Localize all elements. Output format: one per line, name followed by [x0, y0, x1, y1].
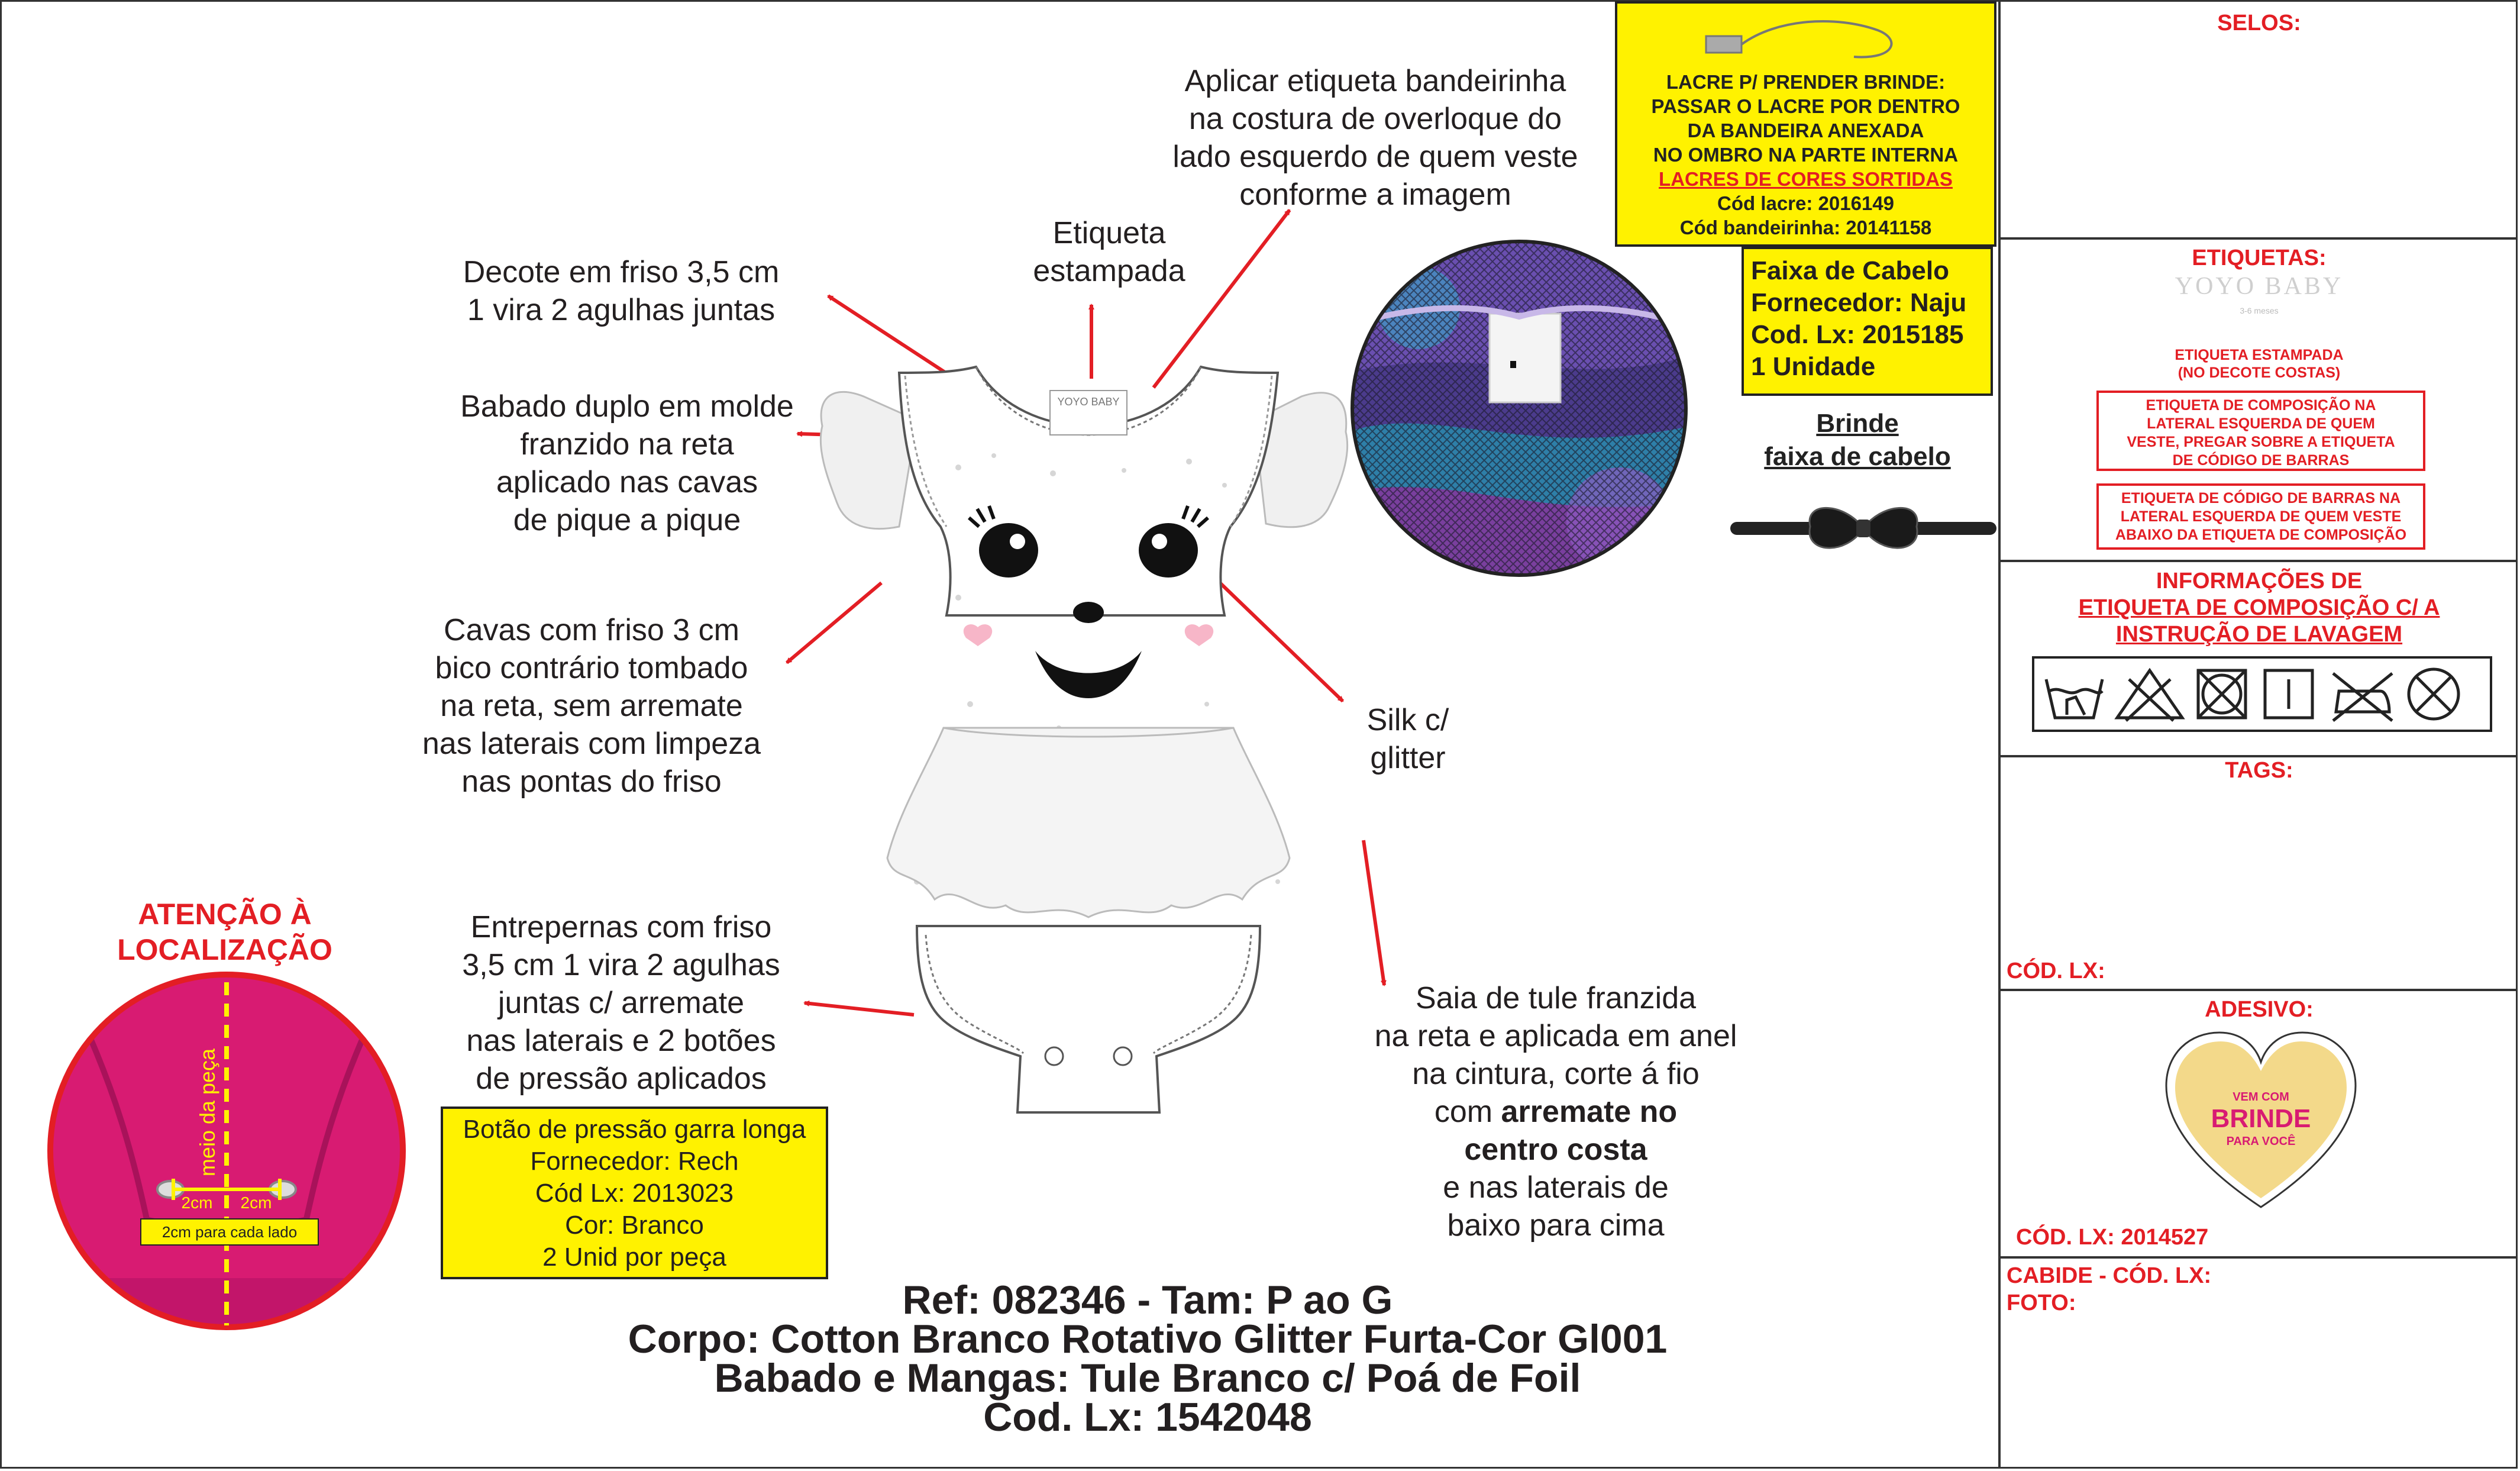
etiqueta-estampada-note: ETIQUETA ESTAMPADA (NO DECOTE COSTAS): [2175, 347, 2344, 381]
faixa-info-box: Faixa de Cabelo Fornecedor: Naju Cod. Lx: 2015185 1 Unidade: [1742, 247, 1993, 396]
etiqueta-barras-box: ETIQUETA DE CÓDIGO DE BARRAS NA LATERAL ESQUERDA DE QUEM VESTE ABAIXO DA ETIQUETA DE COMPOSIÇÃO: [2096, 483, 2425, 550]
adesivo-section: [2001, 991, 2518, 1259]
informacoes-title: INFORMAÇÕES DE ETIQUETA DE COMPOSIÇÃO C/ A INSTRUÇÃO DE LAVAGEM: [2078, 569, 2440, 647]
mouth: [1035, 651, 1142, 698]
cabide-section: CABIDE - CÓD. LX: FOTO:: [2007, 1263, 2212, 1315]
babado-mangas-line: Babado e Mangas: Tule Branco c/ Poá de Foil: [714, 1356, 1581, 1401]
corpo-line: Corpo: Cotton Branco Rotativo Glitter Furta-Cor Gl001: [628, 1317, 1668, 1362]
ref-line: Ref: 082346 - Tam: P ao G: [902, 1278, 1393, 1322]
cm-left-label: 2cm: [181, 1193, 213, 1212]
etiqueta-composicao-box: ETIQUETA DE COMPOSIÇÃO NA LATERAL ESQUERDA DE QUEM VESTE, PREGAR SOBRE A ETIQUETA DE CÓDIGO DE BARRAS: [2096, 391, 2425, 471]
location-detail-photo: [46, 970, 407, 1331]
etiquetas-brand: YOYO BABY: [2175, 273, 2344, 300]
informacoes-section: [2001, 562, 2518, 757]
snap-button-left: [1045, 1047, 1063, 1065]
etiquetas-title: ETIQUETAS:: [2192, 246, 2327, 270]
adesivo-mid-text: BRINDE: [2211, 1104, 2311, 1133]
bandeirinha-detail-photo: [1348, 237, 1691, 580]
annotation-babado: Babado duplo em molde franzido na reta aplicado nas cavas de pique a pique: [460, 389, 794, 537]
bodysuit-drawing: [781, 349, 1396, 1118]
adesivo-cod-lx: CÓD. LX: 2014527: [2016, 1225, 2209, 1250]
care-symbols: [2031, 656, 2493, 733]
hair-band-bow-icon: [1727, 497, 1999, 562]
right-info-panel: [1998, 0, 2518, 1469]
nose: [1073, 602, 1104, 623]
brinde-label: Brinde faixa de cabelo: [1764, 409, 1951, 471]
etiquetas-section: [2001, 240, 2518, 562]
garment-label-brand: YOYO BABY: [1057, 396, 1120, 408]
annotation-decote: Decote em friso 3,5 cm 1 vira 2 agulhas juntas: [463, 255, 780, 327]
cod-lx-line: Cod. Lx: 1542048: [983, 1395, 1312, 1440]
lacre-info-box: LACRE P/ PRENDER BRINDE: PASSAR O LACRE POR DENTRO DA BANDEIRA ANEXADA NO OMBRO NA PARTE INTERNA LACRES DE CORES SORTIDAS Cód lacre: 2016149 Cód bandeirinha: 20141158: [1615, 1, 1996, 247]
botao-info-box: Botão de pressão garra longa Fornecedor: Rech Cód Lx: 2013023 Cor: Branco 2 Unid por peça: [441, 1107, 828, 1279]
adesivo-title: ADESIVO:: [2205, 997, 2314, 1022]
cada-lado-label: 2cm para cada lado: [161, 1223, 298, 1241]
selos-section: [2001, 0, 2518, 240]
lacre-tag-icon: [1700, 12, 1913, 72]
annotation-etiqueta-bandeirinha: Aplicar etiqueta bandeirinha na costura de overloque do lado esquerdo de quem veste conforme a imagem: [1172, 64, 1578, 212]
eye-left: [979, 523, 1038, 578]
tags-section: [2001, 757, 2518, 991]
adesivo-top-text: VEM COM: [2233, 1091, 2289, 1104]
eye-right: [1139, 523, 1198, 578]
annotation-silk: Silk c/ glitter: [1366, 703, 1449, 775]
tags-title: TAGS:: [2225, 758, 2293, 783]
heart-cheek-right: [1185, 624, 1213, 646]
body-lower: [917, 926, 1260, 1112]
selos-title: SELOS:: [2217, 11, 2301, 36]
snap-button-right: [1114, 1047, 1132, 1065]
annotation-cavas: Cavas com friso 3 cm bico contrário tombado na reta, sem arremate nas laterais com limpeza nas pontas do friso: [422, 613, 761, 799]
adesivo-heart-sticker: [2163, 1030, 2359, 1213]
annotation-entrepernas: Entrepernas com friso 3,5 cm 1 vira 2 agulhas juntas c/ arremate nas laterais e 2 botões de pressão aplicados: [462, 910, 780, 1096]
annotation-saia: Saia de tule franzida na reta e aplicada em anel na cintura, corte á fio com arremate no centro costa e nas laterais de baixo para cima: [1374, 981, 1737, 1243]
adesivo-bot-text: PARA VOCÊ: [2226, 1135, 2296, 1148]
cod-lx-label: CÓD. LX:: [2007, 959, 2105, 983]
etiquetas-brand-sub: 3-6 meses: [2240, 306, 2279, 315]
meio-da-peca-label: meio da peça: [195, 1048, 219, 1177]
cm-right-label: 2cm: [240, 1193, 272, 1212]
annotation-etiqueta-estampada: Etiqueta estampada: [1033, 216, 1185, 288]
heart-cheek-left: [964, 624, 992, 646]
tulle-skirt: [887, 728, 1290, 917]
atencao-heading: ATENÇÃO À LOCALIZAÇÃO: [117, 898, 332, 966]
